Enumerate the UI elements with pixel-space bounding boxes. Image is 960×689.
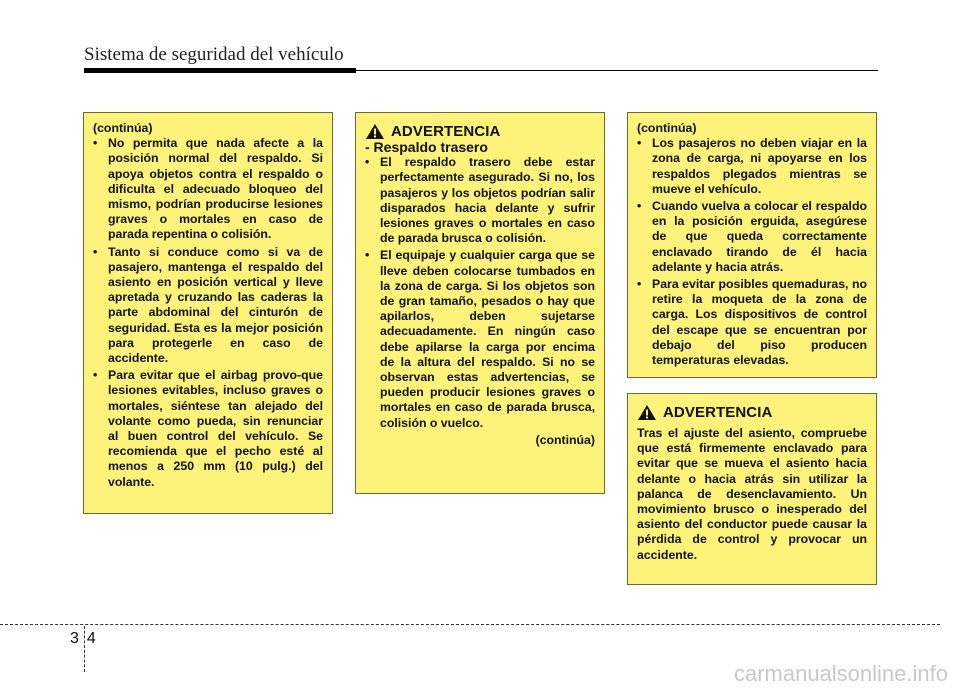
continued-label: (continúa) bbox=[535, 432, 595, 447]
header-rule-thin bbox=[356, 70, 878, 71]
header-rule-thick bbox=[84, 68, 356, 73]
page-number: 34 bbox=[70, 630, 104, 647]
list-item: • Los pasajeros no deben viajar en la zona de carga, ni apoyarse en los respaldos plegados mientras se mueve el vehículo. bbox=[637, 136, 867, 197]
warning-body: Tras el ajuste del asiento, compruebe que está firmemente enclavado para evitar que se mueva el asiento hacia delante o hacia atrás sin utilizar la palanca de desenclavamiento. Un movimiento brusco o inesperado del asiento del conductor puede causar la pérdida de control y provocar un accidente. bbox=[637, 426, 867, 562]
warning-box-rear-seatback bbox=[355, 112, 605, 494]
footer-divider bbox=[0, 624, 940, 625]
list-item: • Para evitar posibles quemaduras, no retire la moqueta de la zona de carga. Los dispositivos de control del escape que se encuentran por debajo del piso producen temperaturas elevadas. bbox=[637, 277, 867, 368]
warning-triangle-icon bbox=[637, 404, 657, 421]
warning-triangle-icon bbox=[365, 123, 385, 140]
list-item: • Tanto si conduce como si va de pasajero, mantenga el respaldo del asiento en posición vertical y lleve apretada y cruzando las caderas la parte abdominal del cinturón de seguridad. Esta es la mejor posición para protegerle en caso de accidente. bbox=[93, 245, 323, 367]
list-item: • Para evitar que el airbag provo-que lesiones evitables, incluso graves o mortales, siéntese tan alejado del volante como pueda, sin renunciar al buen control del vehículo. Se recomienda que el pecho esté al menos a 250 mm (10 pulg.) del volante. bbox=[93, 368, 323, 490]
warning-heading bbox=[365, 123, 595, 140]
section-title: Sistema de seguridad del vehículo bbox=[84, 44, 344, 65]
continued-label: (continúa) bbox=[93, 121, 153, 135]
list-item: • Cuando vuelva a colocar el respaldo en la posición erguida, asegúrese de que queda correctamente enclavado tirando de él hacia adelante y hacia atrás. bbox=[637, 199, 867, 275]
warning-title: ADVERTENCIA bbox=[391, 122, 501, 140]
warning-box-continued-left bbox=[83, 112, 333, 514]
warning-heading bbox=[637, 404, 867, 421]
bullet-list bbox=[637, 136, 867, 368]
warning-box-seat-adjust bbox=[627, 393, 877, 585]
list-item: • El equipaje y cualquier carga que se lleve deben colocarse tumbados en la zona de carga. Si los objetos son de gran tamaño, pesados o hay que apilarlos, deben sujetarse adecuadamente. En ningún caso debe apilarse la carga por encima de la altura del respaldo. Si no se observan estas advertencias, se pueden producir lesiones graves o mortales en caso de parada brusca, colisión o vuelco. bbox=[365, 248, 595, 430]
warning-subtitle: - Respaldo trasero bbox=[365, 139, 488, 155]
list-item: • El respaldo trasero debe estar perfectamente asegurado. Si no, los pasajeros y los objetos podrían salir disparados hacia delante y sufrir lesiones graves o mortales en caso de parada brusca o colisión. bbox=[365, 155, 595, 246]
bullet-list bbox=[93, 136, 323, 490]
warning-title: ADVERTENCIA bbox=[663, 403, 773, 421]
warning-box-continued-right bbox=[627, 112, 877, 378]
bullet-list bbox=[365, 155, 595, 431]
continued-label: (continúa) bbox=[637, 121, 697, 135]
watermark: carmanualsonline.info bbox=[733, 661, 948, 686]
list-item: • No permita que nada afecte a la posición normal del respaldo. Si apoya objetos contra el respaldo o dificulta el adecuado bloqueo del mismo, podrían producirse lesiones graves o mortales en caso de parada repentina o colisión. bbox=[93, 136, 323, 242]
